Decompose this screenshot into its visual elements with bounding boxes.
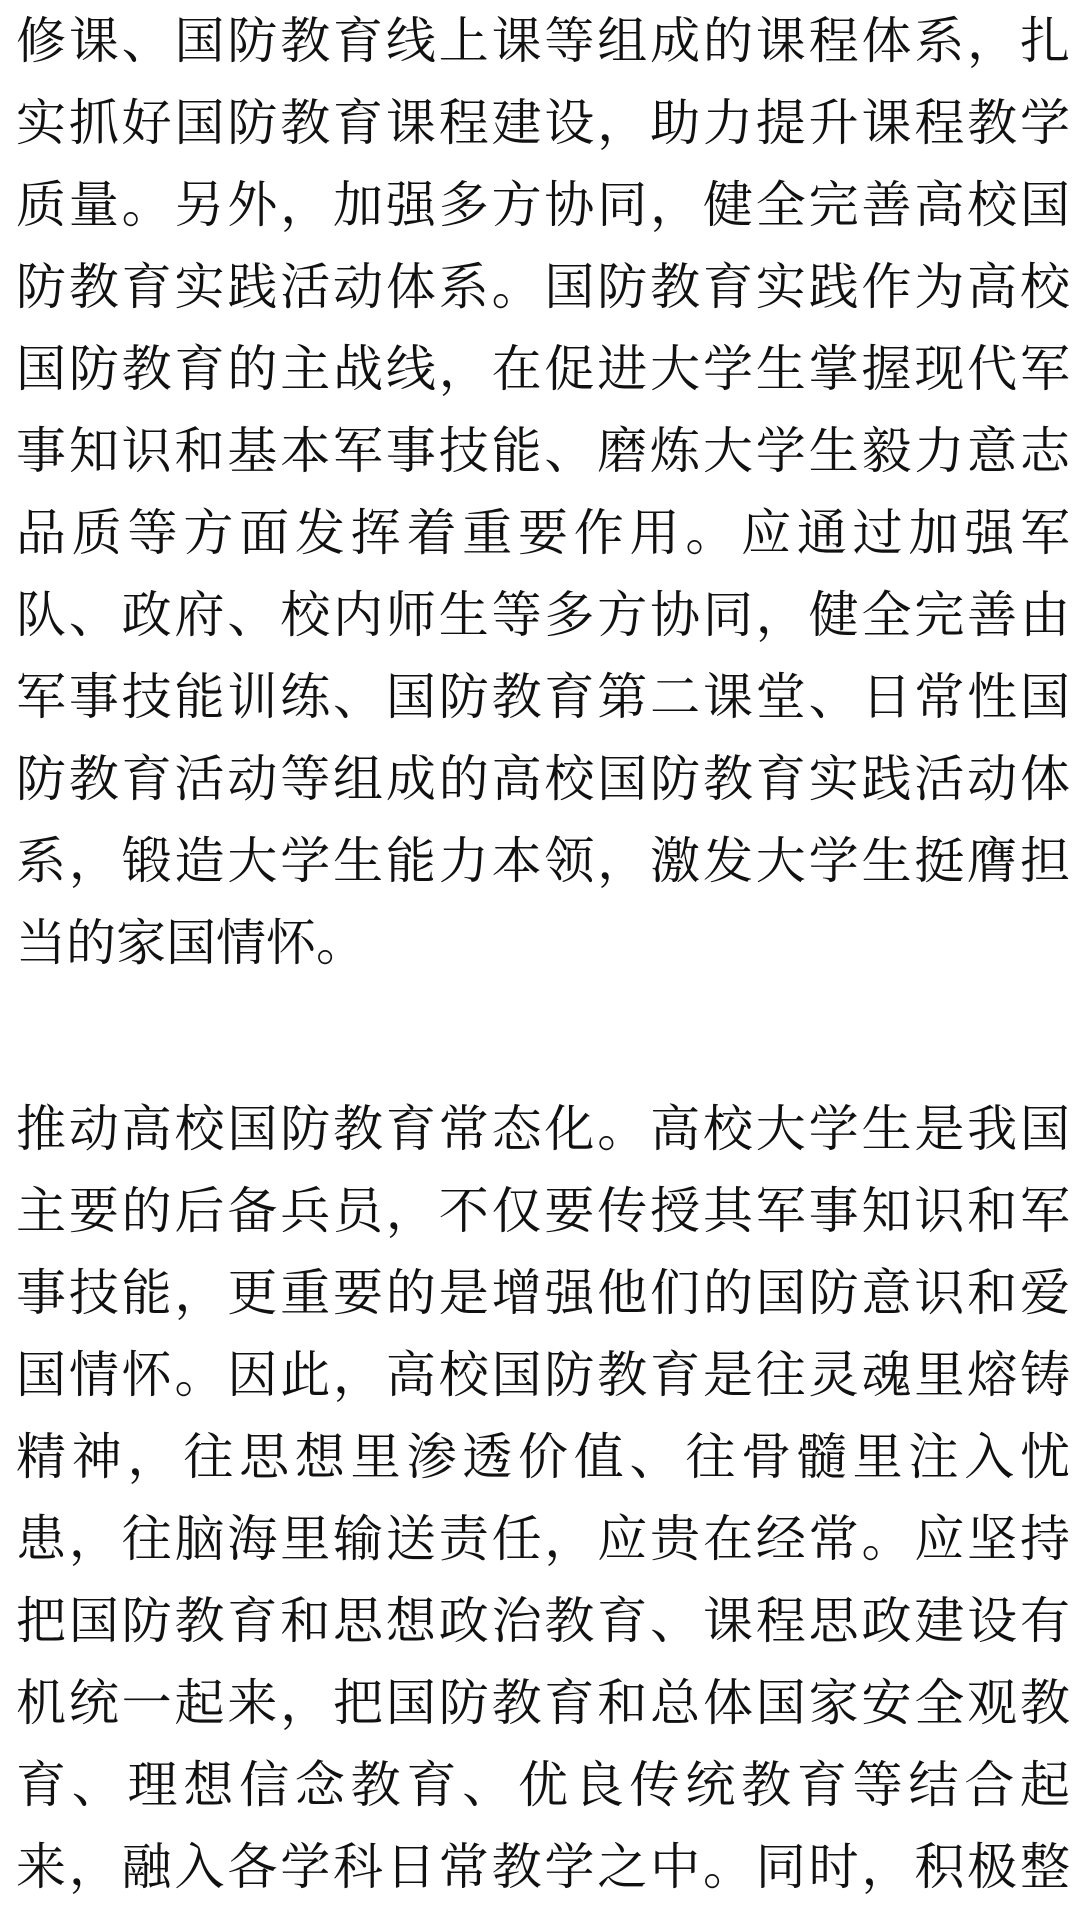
text-line: 当的家国情怀。 (16, 914, 366, 972)
paragraph-2 (16, 1088, 1070, 1908)
text-line: 防教育活动等组成的高校国防教育实践活动体 (16, 750, 1070, 808)
text-line: 防教育实践活动体系。国防教育实践作为高校 (16, 258, 1070, 316)
text-line: 育、理想信念教育、优良传统教育等结合起 (16, 1756, 1070, 1814)
text-line: 患，往脑海里输送责任，应贵在经常。应坚持 (16, 1510, 1070, 1568)
text-line: 精神，往思想里渗透价值、往骨髓里注入忧 (16, 1428, 1070, 1486)
text-line: 事知识和基本军事技能、磨炼大学生毅力意志 (16, 422, 1070, 480)
text-line: 质量。另外，加强多方协同，健全完善高校国 (16, 176, 1070, 234)
text-line: 国情怀。因此，高校国防教育是往灵魂里熔铸 (16, 1346, 1070, 1404)
text-line: 修课、国防教育线上课等组成的课程体系，扎 (16, 12, 1070, 70)
paragraph-1 (16, 0, 1070, 984)
text-line: 来，融入各学科日常教学之中。同时，积极整 (16, 1838, 1070, 1896)
text-line: 品质等方面发挥着重要作用。应通过加强军 (16, 504, 1070, 562)
text-line: 系，锻造大学生能力本领，激发大学生挺膺担 (16, 832, 1070, 890)
text-line: 事技能，更重要的是增强他们的国防意识和爱 (16, 1264, 1070, 1322)
text-line: 军事技能训练、国防教育第二课堂、日常性国 (16, 668, 1070, 726)
paragraph-spacer (16, 984, 1070, 1088)
text-line: 实抓好国防教育课程建设，助力提升课程教学 (16, 94, 1070, 152)
text-line: 国防教育的主战线，在促进大学生掌握现代军 (16, 340, 1070, 398)
text-line: 队、政府、校内师生等多方协同，健全完善由 (16, 586, 1070, 644)
text-line: 把国防教育和思想政治教育、课程思政建设有 (16, 1592, 1070, 1650)
text-line: 机统一起来，把国防教育和总体国家安全观教 (16, 1674, 1070, 1732)
text-line: 主要的后备兵员，不仅要传授其军事知识和军 (16, 1182, 1070, 1240)
text-line: 推动高校国防教育常态化。高校大学生是我国 (16, 1100, 1070, 1158)
